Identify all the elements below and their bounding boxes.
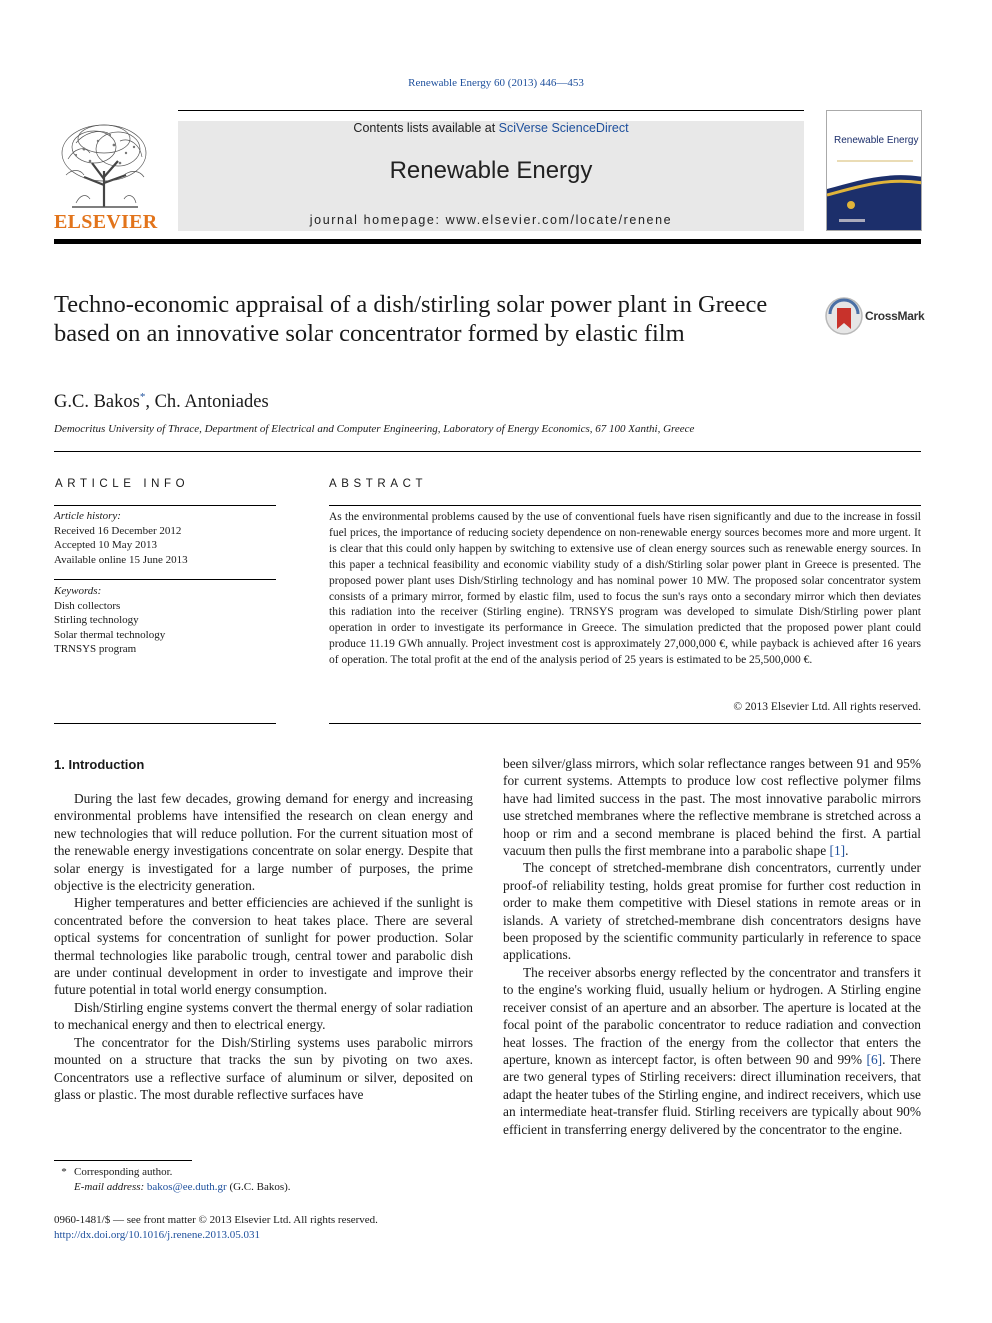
body-paragraph: Dish/Stirling engine systems convert the thermal energy of solar radiation to mechanical energy and then to electrical energy.: [54, 999, 473, 1033]
accepted-date: Accepted 10 May 2013: [54, 539, 157, 551]
section-title-introduction: 1. Introduction: [54, 757, 145, 772]
reference-link[interactable]: [1]: [829, 843, 846, 859]
article-title: Techno-economic appraisal of a dish/stirling solar power plant in Greece based on an innovative solar concentrator formed by elastic film: [54, 291, 768, 347]
body-paragraph: The concentrator for the Dish/Stirling systems uses parabolic mirrors mounted on a structure that tracks the sun by pivoting on two axes. Concentrators use a reflective surface of aluminum or silver, deposited on glass or plastic. The most durable reflective surfaces have: [54, 1034, 473, 1102]
journal-citation[interactable]: Renewable Energy 60 (2013) 446—453: [408, 77, 584, 89]
author-name: Ch. Antoniades: [154, 392, 269, 413]
corresponding-author-note: Corresponding author.: [74, 1166, 173, 1178]
info-rule: [54, 505, 276, 506]
footnote-mark: *: [61, 1166, 67, 1178]
keywords: [54, 584, 276, 657]
journal-homepage[interactable]: journal homepage: www.elsevier.com/locate/renene: [309, 213, 673, 227]
journal-name: Renewable Energy: [389, 157, 593, 184]
received-date: Received 16 December 2012: [54, 524, 182, 537]
author-affiliation: Democritus University of Thrace, Department of Electrical and Computer Engineering, Laboratory of Energy Economics, 67 100 Xanthi, Greece: [54, 423, 695, 435]
abstract-bottom-rule: [329, 723, 921, 724]
keyword-item: TRNSYS program: [54, 643, 137, 655]
front-matter: [54, 1213, 378, 1243]
left-column: [54, 790, 473, 1103]
header-thick-rule: [54, 239, 921, 244]
body-paragraph: The concept of stretched-membrane dish concentrators, currently under proof-of reliability testing, holds great promise for further cost reduction in order to make them competitive with Diesel stations in remote areas or in islands. A variety of stretched-membrane dish concentrators designs have been proposed by the scientific community particularly in reference to space applications.: [503, 860, 921, 963]
author-separator: ,: [145, 392, 155, 413]
body-paragraph: [503, 755, 921, 859]
crossmark-label[interactable]: CrossMark: [865, 309, 925, 323]
elsevier-wordmark: ELSEVIER: [54, 211, 158, 233]
article-info-heading: ARTICLE INFO: [55, 478, 190, 490]
email-suffix: (G.C. Bakos).: [226, 1181, 291, 1193]
keyword-item: Solar thermal technology: [54, 628, 166, 641]
paragraph-text: .: [845, 843, 849, 859]
article-history: [54, 509, 276, 567]
body-paragraph: During the last few decades, growing demand for energy and increasing environmental problems have intensified the research on clean energy and new technologies that will reduce pollution. For the current situation most of the renewable energy investigations concentrate on solar energy. Despite that solar energy is investigated for a large number of purposes, the prime objective is the electricity generation.: [54, 791, 473, 894]
sciencedirect-link[interactable]: SciVerse ScienceDirect: [498, 121, 629, 135]
online-date: Available online 15 June 2013: [54, 553, 188, 566]
crossmark-icon: [824, 296, 864, 336]
history-label: Article history:: [54, 510, 121, 522]
email-label: E-mail address:: [74, 1181, 147, 1193]
paragraph-text: been silver/glass mirrors, which solar reflectance ranges between 91 and 95% for current systems. Attempts to produce low cost reflective polymer films have had limited success in the past. The most innovative parabolic mirrors use stretched membranes where the reflective membrane is stretched across a hoop or rim and a second membrane is placed behind the first. A partial vacuum then pulls the first membrane into a parabolic shape: [503, 756, 921, 859]
keywords-rule: [54, 579, 276, 580]
footnote-corresponding: [54, 1165, 172, 1180]
keyword-item: Dish collectors: [54, 599, 121, 612]
body-paragraph: Higher temperatures and better efficiencies are achieved if the sunlight is concentrated before the conversion to heat takes place. There are several optical systems for concentration of sunlight for power production. Solar thermal technologies like parabolic trough, central tower and parabolic dish are under continual development in order to investigate and improve their future potential in total world energy consumption.: [54, 895, 473, 998]
info-bottom-rule: [54, 723, 276, 724]
cover-title: Renewable Energy: [834, 135, 919, 146]
footnote-rule: [54, 1160, 192, 1161]
footnote-email: [74, 1180, 291, 1195]
doi-link[interactable]: http://dx.doi.org/10.1016/j.renene.2013.05.031: [54, 1229, 261, 1241]
abstract-rule: [329, 505, 921, 506]
email-link[interactable]: bakos@ee.duth.gr: [146, 1181, 227, 1193]
issn-line: 0960-1481/$ — see front matter © 2013 Elsevier Ltd. All rights reserved.: [54, 1214, 378, 1226]
affiliation-rule: [54, 451, 921, 452]
paragraph-text: The receiver absorbs energy reflected by the concentrator and transfers it to the engine's working fluid, usually helium or hydrogen. A Stirling engine receiver consist of an aperture and an absorber. The aperture is located at the focal point of the parabolic concentrator to reduce radiation and convection heat losses. The fraction of the energy from the collector that enters the aperture, known as intercept factor, is often between 90 and 99%: [503, 964, 921, 1067]
author-list: [54, 391, 269, 413]
keywords-label: Keywords:: [54, 585, 102, 597]
right-column: [503, 755, 921, 1138]
body-paragraph: [503, 964, 921, 1138]
corresponding-author-mark[interactable]: *: [139, 391, 146, 403]
paragraph-text: . There are two general types of Stirling receivers: direct illumination receivers, that adapt the heater tubes of the Stirling engine, and indirect receivers, which use an intermediate heat-transfer fluid. Stirling receivers are typically about 90% efficient in transferring energy delivered by the concentrator to the engine.: [503, 1051, 921, 1137]
journal-cover-thumbnail[interactable]: [826, 110, 922, 231]
reference-link[interactable]: [6]: [866, 1051, 883, 1067]
header-top-rule: [178, 110, 804, 111]
keyword-item: Stirling technology: [54, 614, 139, 626]
author-name: G.C. Bakos: [54, 392, 140, 413]
contents-prefix: Contents lists available at: [353, 121, 499, 135]
abstract-text: As the environmental problems caused by the use of conventional fuels have risen significantly and due to the increase in fossil fuel prices, the importance of reducing society dependence on non-renewable energy sources becomes more and more urgent. It is clear that this could only happen by switching to extensive use of clean energy sources such as renewable energy sources. In this paper a technical feasibility and economic viability study of a dish/Stirling solar power plant in Greece is presented. The proposed power plant uses Dish/Stirling technology and has nominal power 10 MW. The proposed solar concentrator system consists of a primary mirror, formed by elastic film, used to focus the sun's rays onto a secondary mirror which then deviates this radiation into the receiver (Stirling engine). TRNSYS program was developed to simulate Dish/Stirling power plant operation in order to investigate its performance in Greece. The simulation predicted that the proposed power plant could produce 11.19 GWh annually. Project investment cost is approximately 27,000,000 €, while payback is achieved after 16 years of operation. The total profit at the end of the analysis period of 25 years is estimated to be 25,500,000 €.: [329, 511, 921, 667]
contents-available-line: [178, 121, 804, 135]
abstract-copyright: © 2013 Elsevier Ltd. All rights reserved.: [733, 701, 921, 713]
abstract-heading: ABSTRACT: [329, 478, 428, 490]
